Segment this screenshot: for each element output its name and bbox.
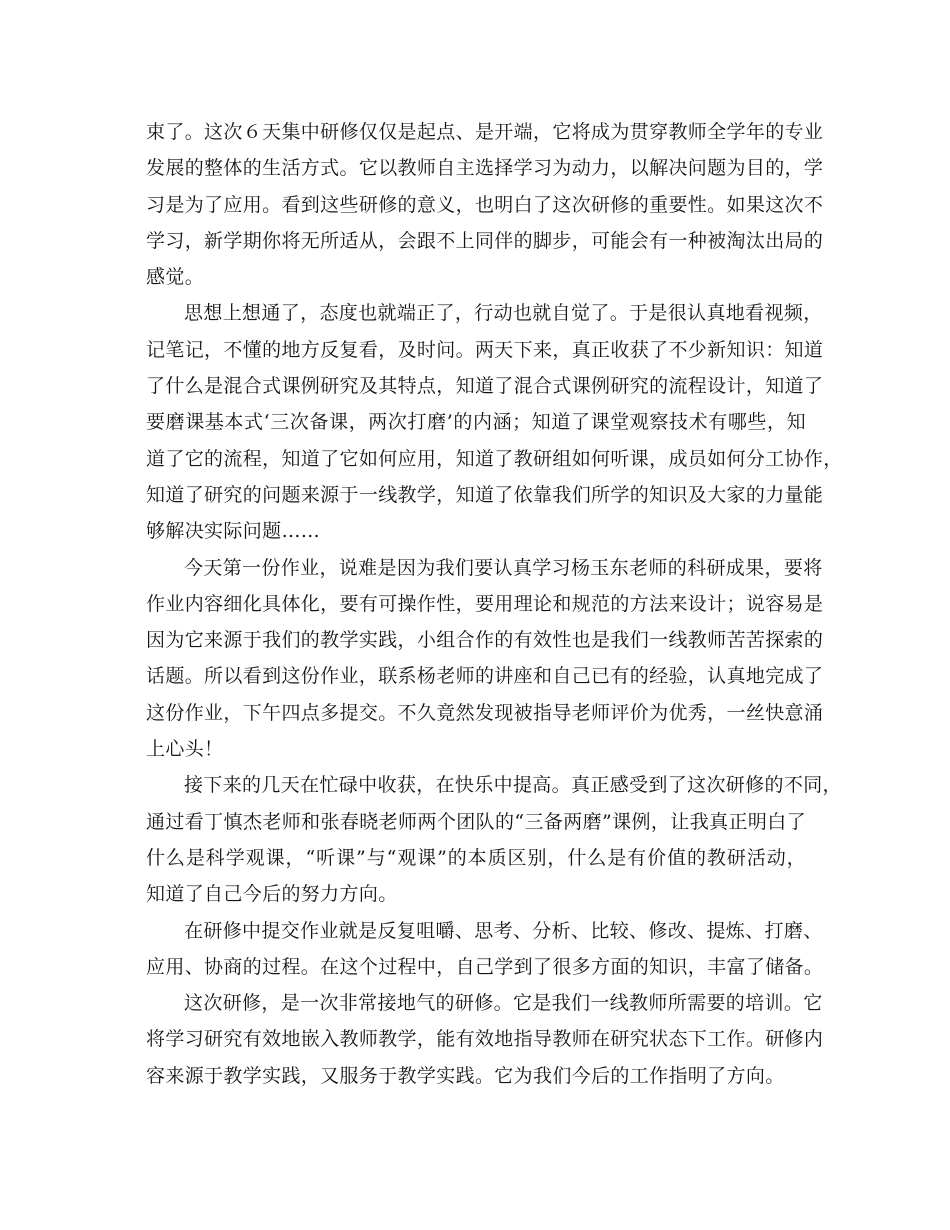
paragraph-6	[146, 985, 824, 1094]
text-line: 这份作业，下午四点多提交。不久竟然发现被指导老师评价为优秀，一丝快意涌	[146, 701, 824, 724]
text-line: 在研修中提交作业就是反复咀嚼、思考、分析、比较、修改、提炼、打磨、	[184, 919, 823, 942]
text-line: 思想上想通了，态度也就端正了，行动也就自觉了。于是很认真地看视频，	[184, 302, 823, 325]
text-line: 知道了研究的问题来源于一线教学，知道了依靠我们所学的知识及大家的力量能	[146, 483, 824, 506]
text-line: 话题。所以看到这份作业，联系杨老师的讲座和自己已有的经验，认真地完成了	[146, 665, 824, 688]
text-line: 学习，新学期你将无所适从，会跟不上同伴的脚步，可能会有一种被淘汰出局的	[146, 229, 824, 252]
text-line: 感觉。	[146, 266, 205, 289]
text-line: 接下来的几天在忙碌中收获，在快乐中提高。真正感受到了这次研修的不同，	[184, 774, 842, 797]
text-line: 今天第一份作业，说难是因为我们要认真学习杨玉东老师的科研成果，要将	[184, 556, 823, 579]
text-line: 将学习研究有效地嵌入教师教学，能有效地指导教师在研究状态下工作。研修内	[146, 1028, 824, 1051]
text-line: 了什么是混合式课例研究及其特点，知道了混合式课例研究的流程设计，知道了	[146, 375, 824, 398]
text-line: 要磨课基本式‘三次备课，两次打磨’的内涵；知道了课堂观察技术有哪些，知	[146, 411, 806, 434]
text-line: 记笔记，不懂的地方反复看，及时问。两天下来，真正收获了不少新知识：知道	[146, 338, 824, 361]
text-line: 应用、协商的过程。在这个过程中，自己学到了很多方面的知识，丰富了储备。	[146, 955, 824, 978]
paragraph-2	[146, 295, 843, 549]
text-line: 上心头！	[146, 738, 224, 761]
paragraph-1	[146, 114, 824, 295]
paragraph-3	[146, 550, 824, 768]
text-line: 习是为了应用。看到这些研修的意义，也明白了这次研修的重要性。如果这次不	[146, 193, 824, 216]
text-line: 因为它来源于我们的教学实践，小组合作的有效性也是我们一线教师苦苦探索的	[146, 629, 824, 652]
text-line: 知道了自己今后的努力方向。	[146, 883, 398, 906]
text-line: 发展的整体的生活方式。它以教师自主选择学习为动力，以解决问题为目的，学	[146, 157, 824, 180]
text-line: 束了。这次６天集中研修仅仅是起点、是开端，它将成为贯穿教师全学年的专业	[146, 121, 824, 143]
paragraph-4	[146, 767, 842, 912]
text-line: 容来源于教学实践，又服务于教学实践。它为我们今后的工作指明了方向。	[146, 1064, 785, 1087]
document-body	[146, 114, 843, 1094]
text-line: 通过看丁慎杰老师和张春晓老师两个团队的“三备两磨”课例，让我真正明白了	[146, 810, 806, 833]
paragraph-5	[146, 913, 824, 986]
text-line: 够解决实际问题……	[146, 520, 321, 543]
text-line: 作业内容细化具体化，要有可操作性，要用理论和规范的方法来设计；说容易是	[146, 592, 824, 615]
text-line: 什么是科学观课，“听课”与“观课”的本质区别，什么是有价值的教研活动，	[146, 846, 806, 869]
text-line: 道了它的流程，知道了它如何应用，知道了教研组如何听课，成员如何分工协作，	[146, 447, 843, 470]
text-line: 这次研修，是一次非常接地气的研修。它是我们一线教师所需要的培训。它	[184, 992, 823, 1015]
